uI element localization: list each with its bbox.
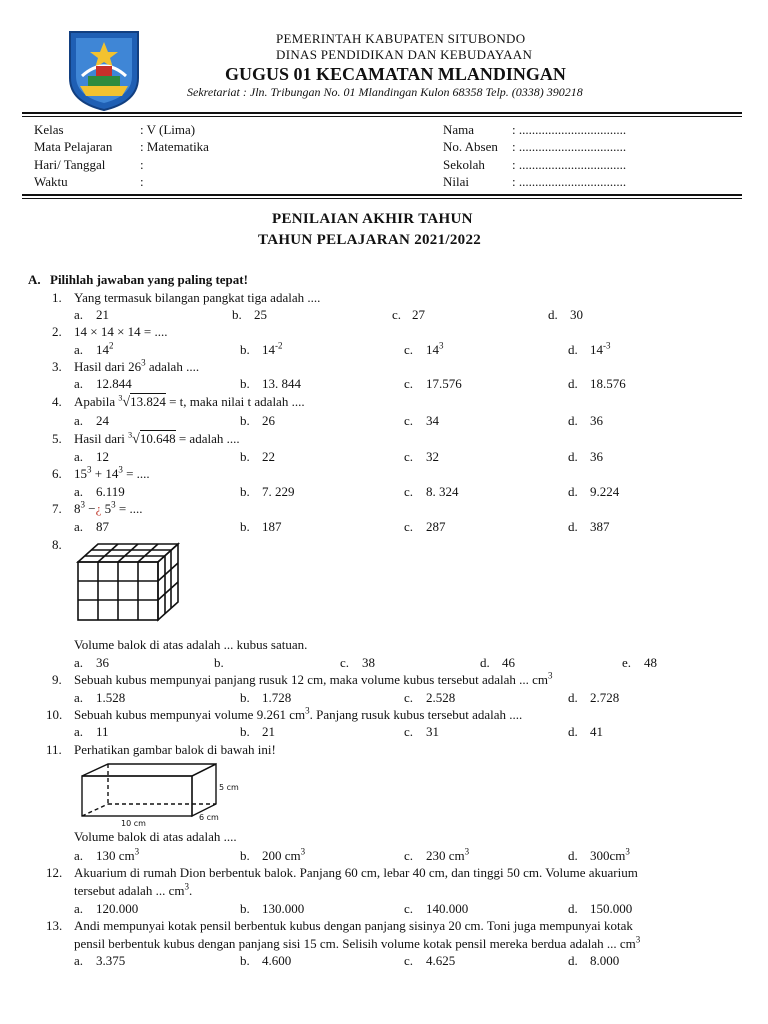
option-label: a. <box>74 724 84 739</box>
question-text: Volume balok di atas adalah ... kubus satuan. <box>74 637 308 652</box>
info-value-date: : <box>140 157 144 172</box>
option-label: b. <box>240 484 250 499</box>
option-value[interactable]: $14^2$ <box>96 340 114 357</box>
info-label-subject: Mata Pelajaran <box>34 139 113 154</box>
info-value-subject: : Matematika <box>140 139 209 154</box>
option-label: a. <box>74 449 84 464</box>
info-label-score: Nilai <box>443 174 469 189</box>
option-value[interactable]: 200 $cm^3$ <box>262 846 306 863</box>
question-number: 8. <box>52 537 62 552</box>
option-value[interactable]: $300cm^3$ <box>590 846 630 863</box>
option-label: a. <box>74 413 84 428</box>
header-address: Sekretariat : Jln. Tribungan No. 01 Mlandingan Kulon 68358 Telp. (0338) 390218 <box>187 85 583 99</box>
option-value[interactable]: 8. 324 <box>426 484 459 499</box>
info-rule-thin <box>22 198 742 199</box>
option-label: d. <box>568 848 578 863</box>
option-label: d. <box>568 724 578 739</box>
option-label: a. <box>74 519 84 534</box>
option-label: a. <box>74 376 84 391</box>
option-value[interactable]: 41 <box>590 724 603 739</box>
option-value[interactable]: 287 <box>426 519 446 534</box>
info-label-class: Kelas <box>34 122 64 137</box>
question-number: 4. <box>52 394 62 409</box>
option-label: d. <box>568 690 578 705</box>
option-value[interactable]: 34 <box>426 413 439 428</box>
option-value[interactable]: 2.728 <box>590 690 620 705</box>
option-value[interactable]: 27 <box>412 307 425 322</box>
exam-year: TAHUN PELAJARAN 2021/2022 <box>258 232 482 248</box>
question-text-cont: pensil berbentuk kubus dengan panjang sisi 15 cm. Selisih volume kotak pensil mereka berdua adalah ... $cm^3$ <box>74 934 641 951</box>
info-label-absen: No. Absen <box>443 139 498 154</box>
question-text: Hasil dari $^3$√10.648 = adalah .... <box>74 430 240 447</box>
option-value[interactable]: 36 <box>590 413 603 428</box>
option-value[interactable]: 12.844 <box>96 376 132 391</box>
question-number: 5. <box>52 431 62 446</box>
option-label: a. <box>74 655 84 670</box>
question-text-cont: tersebut adalah ... $cm^3$. <box>74 881 193 898</box>
cube-stack-figure <box>74 540 184 622</box>
question-text: $15^3 + 14^3$ = .... <box>74 464 150 481</box>
question-number: 9. <box>52 672 62 687</box>
question-number: 6. <box>52 466 62 481</box>
option-label: b. <box>240 449 250 464</box>
option-label: c. <box>404 376 414 391</box>
option-value[interactable]: 1.528 <box>96 690 126 705</box>
option-label: a. <box>74 342 84 357</box>
section-letter: A. <box>28 272 41 287</box>
option-value[interactable]: $14^3$ <box>426 340 444 357</box>
option-value[interactable]: 140.000 <box>426 901 469 916</box>
header-government: PEMERINTAH KABUPATEN SITUBONDO <box>276 31 526 46</box>
option-label: b. <box>240 953 250 968</box>
option-label: c. <box>404 342 414 357</box>
option-value[interactable]: 30 <box>570 307 583 322</box>
option-label: b. <box>214 655 224 670</box>
option-label: c. <box>404 484 414 499</box>
option-label: c. <box>404 901 414 916</box>
question-number: 13. <box>46 918 63 933</box>
option-label: b. <box>240 376 250 391</box>
option-label: d. <box>480 655 490 670</box>
regency-logo <box>66 26 142 112</box>
option-label: c. <box>404 690 414 705</box>
info-value-name[interactable]: : ................................. <box>512 122 627 137</box>
exam-title: PENILAIAN AKHIR TAHUN <box>272 211 473 227</box>
option-value[interactable]: 9.224 <box>590 484 620 499</box>
option-value[interactable]: 2.528 <box>426 690 456 705</box>
info-value-absen[interactable]: : ................................. <box>512 139 627 154</box>
option-label: b. <box>240 848 250 863</box>
option-label: d. <box>548 307 558 322</box>
option-label: d. <box>568 484 578 499</box>
option-value[interactable]: 6.119 <box>96 484 125 499</box>
option-label: c. <box>404 953 414 968</box>
option-value[interactable]: 130.000 <box>262 901 305 916</box>
option-label: e. <box>622 655 632 670</box>
option-label: d. <box>568 901 578 916</box>
option-label: c. <box>404 413 414 428</box>
question-text: Apabila $^3$√13.824 = t, maka nilai t adalah .... <box>74 393 305 410</box>
info-rule <box>22 194 742 196</box>
info-label-school: Sekolah <box>443 157 485 172</box>
option-value[interactable]: 26 <box>262 413 275 428</box>
option-value[interactable]: 387 <box>590 519 610 534</box>
option-label: b. <box>240 724 250 739</box>
option-value[interactable]: 24 <box>96 413 109 428</box>
option-label: b. <box>232 307 242 322</box>
question-text: 14 × 14 × 14 = .... <box>74 324 168 339</box>
option-label: d. <box>568 953 578 968</box>
option-value[interactable]: 13. 844 <box>262 376 301 391</box>
option-label: a. <box>74 484 84 499</box>
option-value[interactable]: 17.576 <box>426 376 462 391</box>
option-label: b. <box>240 413 250 428</box>
option-label: c. <box>340 655 350 670</box>
question-number: 3. <box>52 359 62 374</box>
info-value-score[interactable]: : ................................. <box>512 174 627 189</box>
option-label: d. <box>568 449 578 464</box>
question-number: 1. <box>52 290 62 305</box>
question-number: 11. <box>46 742 62 757</box>
option-value[interactable]: 187 <box>262 519 282 534</box>
option-value[interactable]: 32 <box>426 449 439 464</box>
option-label: b. <box>240 342 250 357</box>
option-value[interactable]: 120.000 <box>96 901 139 916</box>
option-value[interactable]: 25 <box>254 307 267 322</box>
option-label: b. <box>240 519 250 534</box>
option-value[interactable]: $14^{-2}$ <box>262 340 283 357</box>
question-number: 2. <box>52 324 62 339</box>
option-value[interactable]: $14^{-3}$ <box>590 340 611 357</box>
option-label: d. <box>568 376 578 391</box>
option-value[interactable]: 22 <box>262 449 275 464</box>
dimension-height: 5 cm <box>219 783 239 792</box>
option-value[interactable]: 21 <box>96 307 109 322</box>
question-text: Hasil dari $26^3$ adalah .... <box>74 357 200 374</box>
option-label: d. <box>568 342 578 357</box>
question-number: 7. <box>52 501 62 516</box>
option-value[interactable]: 18.576 <box>590 376 626 391</box>
question-text: Perhatikan gambar balok di bawah ini! <box>74 742 276 757</box>
question-number: 10. <box>46 707 63 722</box>
option-value[interactable]: 130 $cm^3$ <box>96 846 140 863</box>
question-text: Sebuah kubus mempunyai volume 9.261 $cm^3$. Panjang rusuk kubus tersebut adalah .... <box>74 705 523 722</box>
info-label-name: Nama <box>443 122 475 137</box>
question-text: $8^3$ −¿ $5^3$ = .... <box>74 499 143 516</box>
option-label: a. <box>74 953 84 968</box>
option-value[interactable]: 48 <box>644 655 657 670</box>
option-label: a. <box>74 848 84 863</box>
header-rule <box>22 112 742 114</box>
option-value[interactable]: 21 <box>262 724 275 739</box>
option-label: c. <box>404 724 414 739</box>
option-label: c. <box>404 449 414 464</box>
option-value[interactable]: 31 <box>426 724 439 739</box>
option-label: c. <box>392 307 402 322</box>
info-value-class: : V (Lima) <box>140 122 196 137</box>
header-department: DINAS PENDIDIKAN DAN KEBUDAYAAN <box>276 47 533 62</box>
option-label: a. <box>74 901 84 916</box>
question-number: 12. <box>46 865 63 880</box>
option-value[interactable]: 36 <box>96 655 109 670</box>
info-value-school[interactable]: : ................................. <box>512 157 627 172</box>
question-text: Sebuah kubus mempunyai panjang rusuk 12 cm, maka volume kubus tersebut adalah ... $cm^3$ <box>74 670 553 687</box>
option-label: b. <box>240 901 250 916</box>
option-value[interactable]: 1.728 <box>262 690 292 705</box>
question-text: Akuarium di rumah Dion berbentuk balok. Panjang 60 cm, lebar 40 cm, dan tinggi 50 cm. Volume akuarium <box>74 865 638 880</box>
option-label: c. <box>404 519 414 534</box>
option-value[interactable]: 3.375 <box>96 953 126 968</box>
question-text: Yang termasuk bilangan pangkat tiga adalah .... <box>74 290 321 305</box>
dimension-width: 6 cm <box>199 813 219 822</box>
option-value[interactable]: 12 <box>96 449 109 464</box>
option-label: b. <box>240 690 250 705</box>
option-label: c. <box>404 848 414 863</box>
option-value[interactable]: 38 <box>362 655 375 670</box>
option-label: d. <box>568 519 578 534</box>
header-cluster: GUGUS 01 KECAMATAN MLANDINGAN <box>225 64 566 84</box>
option-value[interactable]: 87 <box>96 519 109 534</box>
option-value[interactable]: 8.000 <box>590 953 620 968</box>
header-rule-thin <box>22 116 742 117</box>
option-value[interactable]: 230 $cm^3$ <box>426 846 470 863</box>
info-label-time: Waktu <box>34 174 68 189</box>
option-value[interactable]: 46 <box>502 655 515 670</box>
option-value[interactable]: 7. 229 <box>262 484 295 499</box>
question-text: Volume balok di atas adalah .... <box>74 829 237 844</box>
option-value[interactable]: 36 <box>590 449 603 464</box>
info-value-time: : <box>140 174 144 189</box>
question-text: Andi mempunyai kotak pensil berbentuk kubus dengan panjang sisinya 20 cm. Toni juga mempunyai kotak <box>74 918 633 933</box>
dimension-length: 10 cm <box>121 819 146 828</box>
section-instruction: Pilihlah jawaban yang paling tepat! <box>50 272 248 287</box>
info-label-date: Hari/ Tanggal <box>34 157 106 172</box>
option-label: a. <box>74 307 84 322</box>
option-value[interactable]: 4.625 <box>426 953 456 968</box>
option-value[interactable]: 150.000 <box>590 901 633 916</box>
option-value[interactable]: 11 <box>96 724 109 739</box>
option-label: a. <box>74 690 84 705</box>
option-value[interactable]: 4.600 <box>262 953 292 968</box>
option-label: d. <box>568 413 578 428</box>
